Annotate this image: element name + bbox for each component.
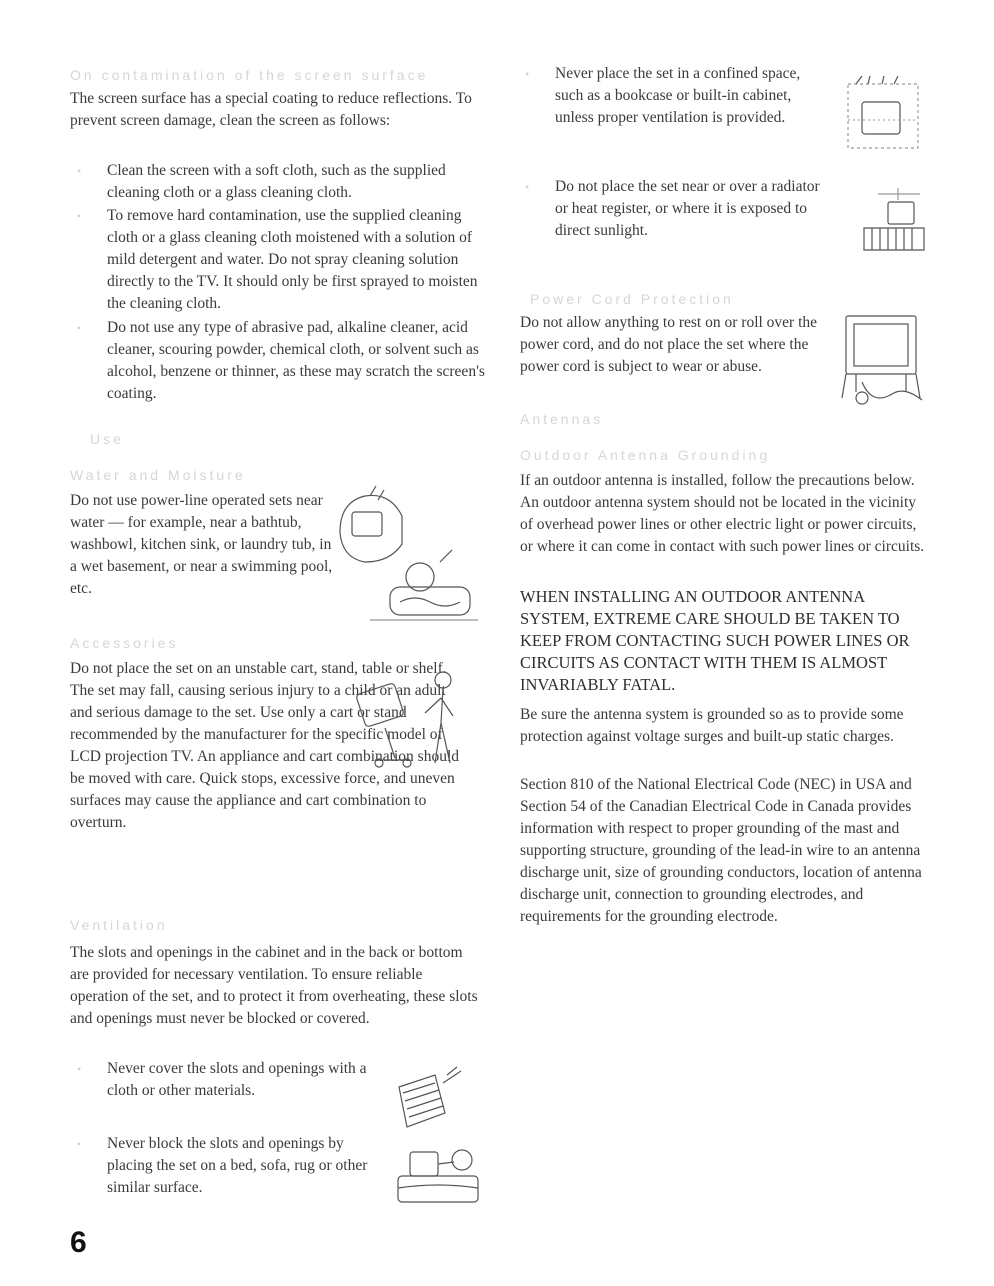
bullet-icon: • [77,209,82,223]
cabinet-bullet: • Never place the set in a confined space, such as a bookcase or built-in cabinet, unless proper ventilation is provided. [525,65,801,126]
radiator-sun-illustration [858,188,930,252]
water-subheading: Water and Moisture [70,467,246,483]
antenna-ground-text: Be sure the antenna system is grounded so as to provide some protection against voltage surges and built-up static charges. [520,706,904,745]
use-heading: Use [90,431,124,447]
water-text: Do not use power-line operated sets near water — for example, near a bathtub, washbowl, kitchen sink, or laundry tub, in a wet basement, or near a swimming pool, etc. [70,492,333,597]
screen-bullet-3: • Do not use any type of abrasive pad, alkaline cleaner, acid cleaner, scouring powder, chemical cloth, or solvent such as alcohol, benzene or thinner, as these may scratch the screen's coating. [77,319,485,402]
covered-tv-illustration [385,1065,475,1131]
confined-cabinet-illustration [838,76,928,154]
antenna-intro: If an outdoor antenna is installed, follow the precautions below. An outdoor antenna system should not be located in the vicinity of overhead power lines or other electric light or power circuits, or where it can come in contact with such power lines or circuits. [520,472,925,555]
antennas-heading: Antennas [520,411,604,427]
power-cord-heading: Power Cord Protection [530,291,734,307]
tv-on-bed-illustration [390,1140,485,1206]
bullet-icon: • [525,67,530,81]
ventilation-heading: Ventilation [70,917,168,933]
unstable-cart-illustration [355,668,465,770]
screen-bullet-1: • Clean the screen with a soft cloth, such as the supplied cleaning cloth or a glass cleaning cloth. [77,162,446,201]
antenna-nec-text: Section 810 of the National Electrical Code (NEC) in USA and Section 54 of the Canadian Electrical Code in Canada provides information with respect to proper grounding of the mast and supporting structure, grounding of the lead-in wire to an antenna discharge unit, size of grounding conductors, location of antenna discharge unit, connection to grounding electrodes, and requirements for the grounding electrode. [520,776,922,925]
accessories-text: Do not place the set on an unstable cart, stand, table or shelf. The set may fall, causing serious injury to a child or an adult and serious damage to the set. Use only a cart or stand recommended by the manufacturer for the specific model of LCD projection TV. An appliance and cart combination should be moved with care. Quick stops, excessive force, and uneven surfaces may cause the appliance and cart combination to overturn. [70,660,459,831]
screen-bullet-2: • To remove hard contamination, use the supplied cleaning cloth or a glass cleaning cloth moistened with a solution of mild detergent and water. Do not spray cleaning solution directly to the TV. It should only be first sprayed to moisten the cleaning cloth. [77,207,478,312]
ventilation-intro: The slots and openings in the cabinet and in the back or bottom are provided for necessary ventilation. To ensure reliable operation of the set, and to protect it from overheating, these slots and openings must never be blocked or covered. [70,944,478,1027]
ventilation-bullet-2: • Never block the slots and openings by placing the set on a bed, sofa, rug or other similar surface. [77,1135,368,1196]
screen-section-heading: On contamination of the screen surface [70,67,429,83]
water-hazard-illustration [330,482,480,630]
bullet-icon: • [77,321,82,335]
radiator-bullet: • Do not place the set near or over a radiator or heat register, or where it is exposed to direct sunlight. [525,178,820,239]
power-cord-text: Do not allow anything to rest on or roll over the power cord, and do not place the set where the power cord is subject to wear or abuse. [520,314,818,375]
antenna-warning: WHEN INSTALLING AN OUTDOOR ANTENNA SYSTEM, EXTREME CARE SHOULD BE TAKEN TO KEEP FROM CONTACTING SUCH POWER LINES OR CIRCUITS AS CONTACT WITH THEM IS ALMOST INVARIABLY FATAL. [520,587,910,694]
bullet-icon: • [77,164,82,178]
bullet-icon: • [77,1062,82,1076]
page-number: 6 [70,1226,87,1259]
antenna-grounding-subheading: Outdoor Antenna Grounding [520,447,771,463]
screen-intro: The screen surface has a special coating to reduce reflections. To prevent screen damage, clean the screen as follows: [70,90,472,129]
power-cord-illustration [832,312,932,408]
bullet-icon: • [525,180,530,194]
accessories-heading: Accessories [70,635,179,651]
ventilation-bullet-1: • Never cover the slots and openings with a cloth or other materials. [77,1060,367,1099]
bullet-icon: • [77,1137,82,1151]
